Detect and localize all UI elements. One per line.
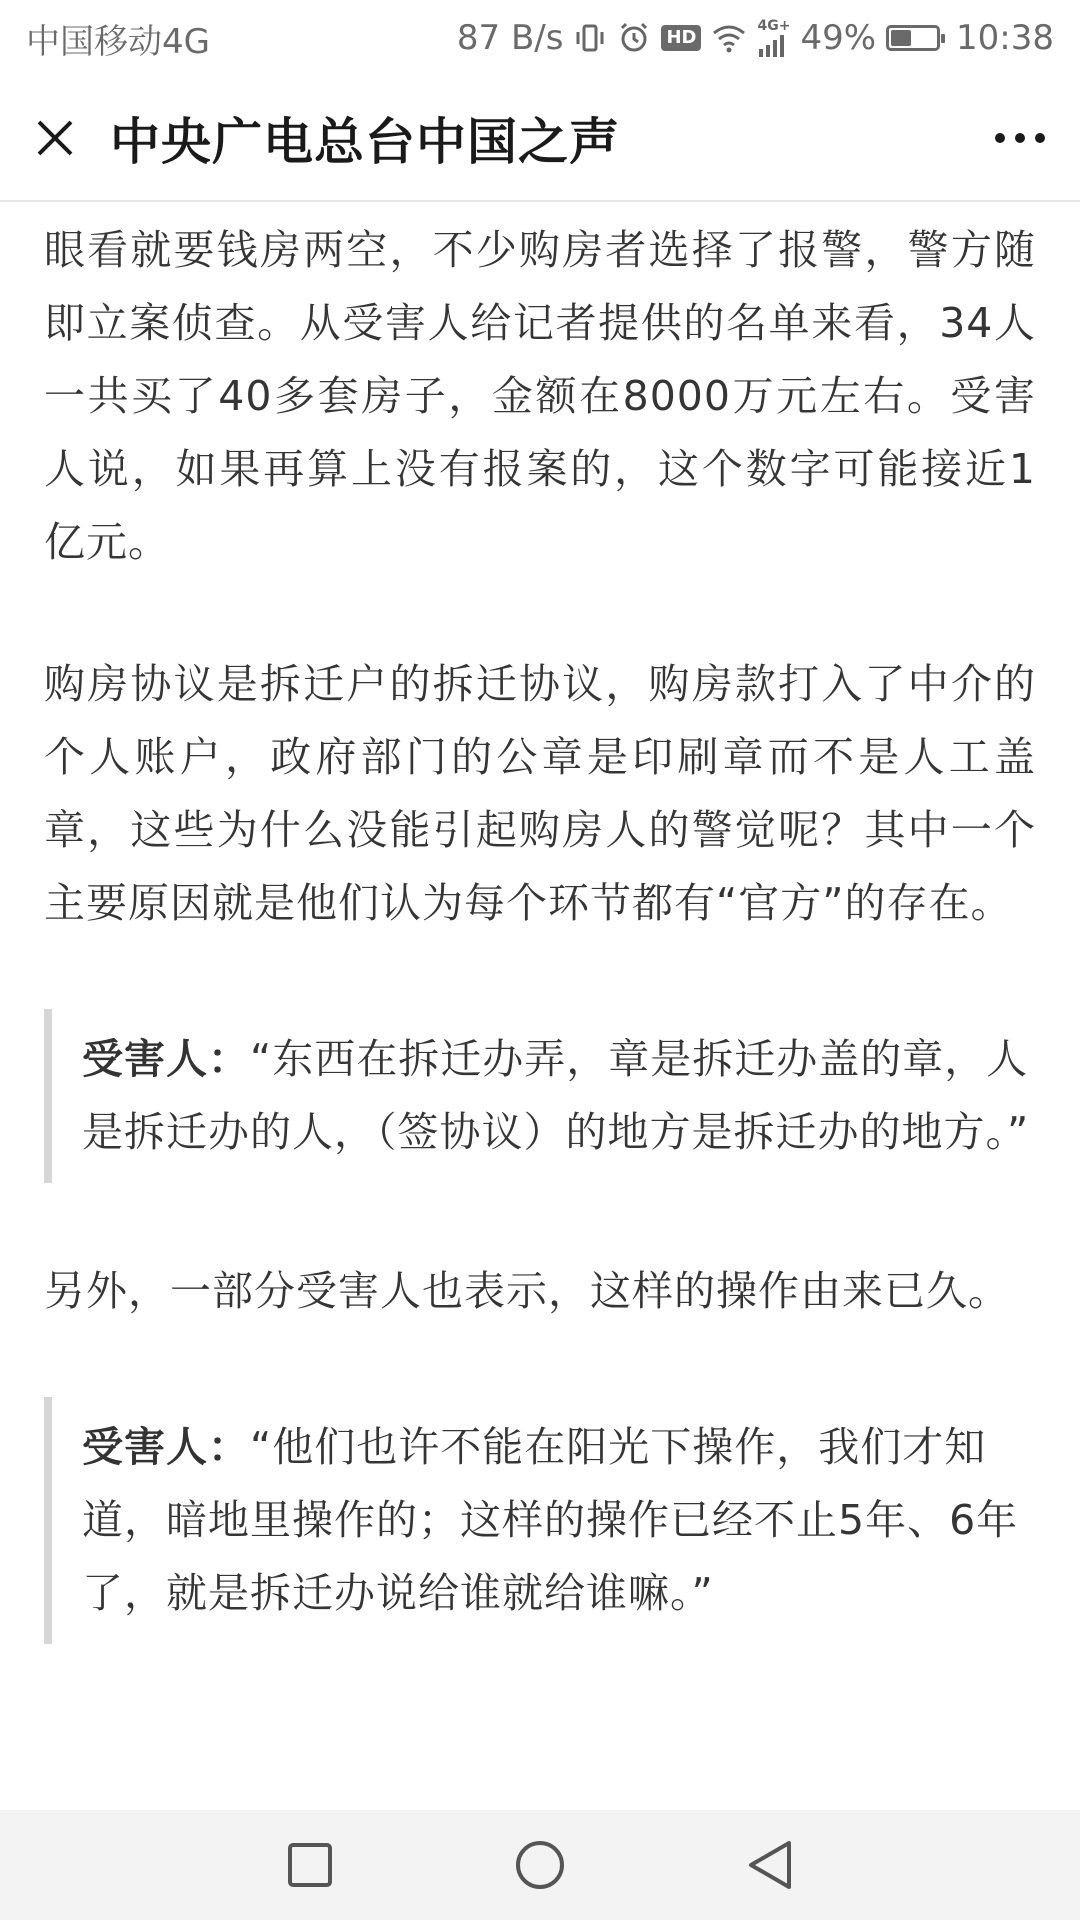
network-speed: 87 B/s bbox=[456, 18, 564, 58]
cell-signal-icon bbox=[757, 19, 790, 57]
quote-speaker: 受害人： bbox=[82, 1423, 250, 1471]
blockquote bbox=[44, 1009, 1036, 1183]
hd-icon: HD bbox=[661, 25, 701, 51]
status-icons bbox=[457, 18, 1054, 58]
article-paragraph: 眼看就要钱房两空，不少购房者选择了报警，警方随即立案侦查。从受害人给记者提供的名单来看，34人一共买了40多套房子，金额在8000万元左右。受害人说，如果再算上没有报案的，这个数字可能接近1亿元。 bbox=[44, 226, 1036, 566]
quote-text: “东西在拆迁办弄，章是拆迁办盖的章，人是拆迁办的人，（签协议）的地方是拆迁办的地方。” bbox=[82, 1035, 1030, 1156]
clock: 10:38 bbox=[956, 18, 1054, 58]
article-body[interactable] bbox=[0, 202, 1080, 1810]
more-options-button[interactable] bbox=[960, 76, 1080, 200]
status-bar bbox=[0, 0, 1080, 76]
blockquote bbox=[44, 1397, 1036, 1644]
article-paragraph: 购房协议是拆迁户的拆迁协议，购房款打入了中介的个人账户，政府部门的公章是印刷章而不是人工盖章，这些为什么没能引起购房人的警觉呢？其中一个主要原因就是他们认为每个环节都有“官方”的存在。 bbox=[44, 660, 1036, 927]
battery-icon bbox=[886, 25, 940, 51]
app-header bbox=[0, 76, 1080, 202]
alarm-icon bbox=[617, 21, 651, 55]
close-icon bbox=[35, 118, 75, 158]
page-title: 中央广电总台中国之声 bbox=[110, 113, 620, 171]
system-nav-bar bbox=[0, 1810, 1080, 1920]
quote-text: “他们也许不能在阳光下操作，我们才知道，暗地里操作的；这样的操作已经不止5年、6年了，就是拆迁办说给谁就给谁嘛。” bbox=[82, 1423, 1019, 1617]
battery-level-fill bbox=[891, 30, 911, 46]
article-paragraph: 另外，一部分受害人也表示，这样的操作由来已久。 bbox=[44, 1267, 1010, 1315]
back-button[interactable] bbox=[730, 1825, 810, 1905]
close-button[interactable] bbox=[0, 76, 110, 200]
battery-percent: 49% bbox=[800, 18, 877, 58]
more-dots-icon bbox=[994, 132, 1046, 144]
vibrate-icon bbox=[573, 21, 607, 55]
circle-home-icon bbox=[514, 1839, 566, 1891]
wifi-icon bbox=[711, 23, 747, 53]
quote-speaker: 受害人： bbox=[82, 1035, 250, 1083]
carrier-label: 中国移动4G bbox=[26, 21, 210, 62]
recent-apps-button[interactable] bbox=[270, 1825, 350, 1905]
square-recent-icon bbox=[286, 1841, 334, 1889]
triangle-back-icon bbox=[745, 1839, 795, 1891]
signal-type-label: 4G+ bbox=[757, 18, 791, 34]
home-button[interactable] bbox=[500, 1825, 580, 1905]
